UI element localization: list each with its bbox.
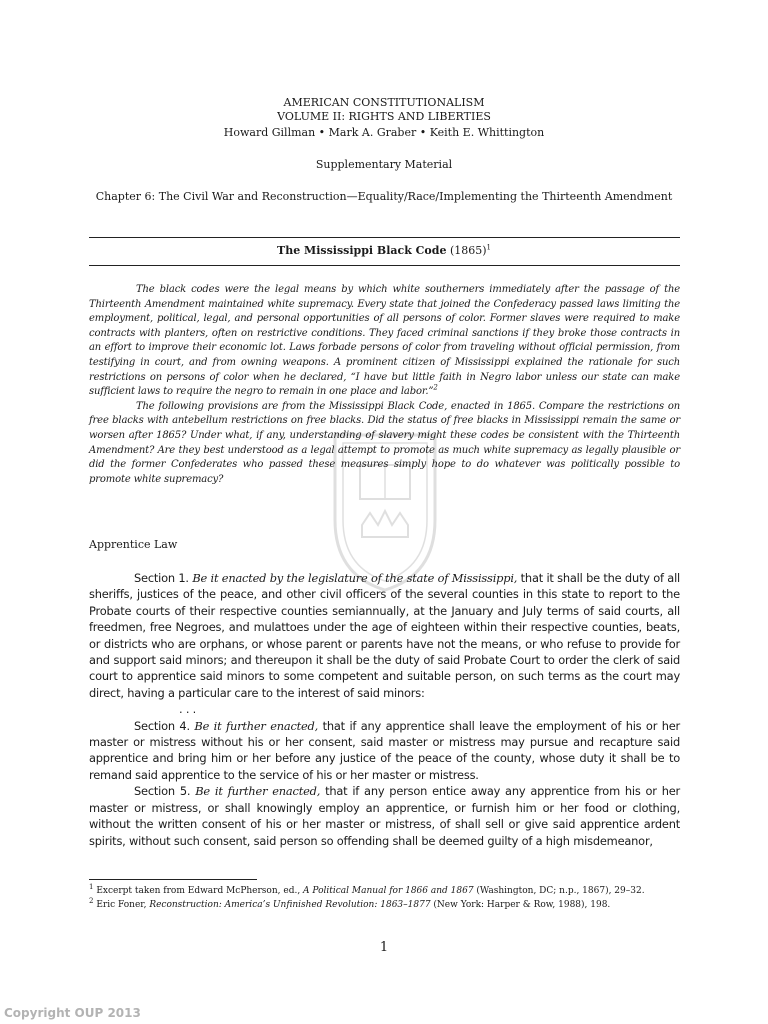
footnote-rule bbox=[89, 879, 257, 880]
section-1: Section 1. Be it enacted by the legislature of the state of Mississippi, that it shall be the duty of all sheriffs, justices of the peace, and other civil officers of the several counties in this state to report to the Probate courts of their respective counties semiannually, at the January and July terms of said courts, all freedmen, free Negroes, and mulattoes under the age of eighteen within their respective counties, beats, or districts who are orphans, or whose parent or parents have not the means, or who refuse to provide for and support said minors; and thereupon it shall be the duty of said Probate Court to order the clerk of said court to apprentice said minors to some competent and suitable person, on such terms as the court may direct, having a particular care to the interest of said minors: bbox=[89, 571, 680, 700]
volume-title: VOLUME II: RIGHTS AND LIBERTIES bbox=[277, 110, 491, 123]
page-number: 1 bbox=[379, 940, 389, 955]
footnote-ref-2[interactable]: 2 bbox=[433, 383, 438, 392]
footnote-2: $^2$ Eric Foner, Reconstruction: America’s Unfinished Revolution: 1863–1877 (New York: Harper & Row, 1988), 198. bbox=[89, 897, 611, 910]
supplement-label: Supplementary Material bbox=[315, 158, 453, 171]
document-title bbox=[0, 244, 768, 257]
section-4: Section 4. Be it further enacted, that if any apprentice shall leave the employment of his or her master or mistress without his or her consent, said master or mistress may pursue and recapture said apprentice and bring him or her before any justice of the peace of the county, whose duty it shall be to remand said apprentice to the service of his or her master or mistress. bbox=[89, 718, 680, 782]
title-rule-top bbox=[89, 237, 680, 238]
chapter-line: Chapter 6: The Civil War and Reconstruction—Equality/Race/Implementing the Thirteenth Amendment bbox=[95, 190, 673, 203]
statute-text bbox=[89, 570, 680, 849]
title-rule-bottom bbox=[89, 265, 680, 266]
document-title-text: The Mississippi Black Code bbox=[277, 244, 447, 257]
footnote-1: $^1$ Excerpt taken from Edward McPherson, ed., A Political Manual for 1866 and 1867 (Washington, DC; n.p., 1867), 29–32. bbox=[89, 883, 645, 896]
section-heading: Apprentice Law bbox=[89, 538, 178, 551]
footnotes bbox=[89, 884, 680, 912]
document-year: (1865) bbox=[449, 244, 487, 257]
intro-paragraph-2: The following provisions are from the Mississippi Black Code, enacted in 1865. Compare the restrictions on free blacks with antebellum restrictions on free blacks. Did the status of free blacks in Mississippi remain the same or worsen after 1865? Under what, if any, understanding of slavery might these codes be consistent with the Thirteenth Amendment? Are they best understood as a legal attempt to promote as much white supremacy as legally plausible or did the former Confederates who passed these measures simply hope to do whatever was politically possible to promote white supremacy? bbox=[89, 400, 680, 485]
introduction bbox=[89, 283, 680, 487]
omission-ellipsis: . . . bbox=[179, 702, 197, 717]
intro-paragraph-1: The black codes were the legal means by which white southerners immediately after the passage of the Thirteenth Amendment maintained white supremacy. Every state that joined the Confederacy passed laws limiting the employment, political, legal, and personal opportunities of all persons of color. Former slaves were required to make contracts with planters, often on restrictive conditions. They faced criminal sanctions if they broke those contracts in an effort to improve their economic lot. Laws forbade persons of color from traveling without official permission, from testifying in court, and from owning weapons. A prominent citizen of Mississippi explained the rationale for such restrictions on persons of color when he declared, “I have but little faith in Negro labor unless our state can make sufficient laws to require the negro to remain in one place and labor.”$^2$ bbox=[89, 284, 680, 398]
copyright-notice: Copyright OUP 2013 bbox=[4, 1006, 141, 1020]
section-5: Section 5. Be it further enacted, that if any person entice away any apprentice from his or her master or mistress, or shall knowingly employ an apprentice, or furnish him or her food or clothing, without the written consent of his or her master or mistress, of shall sell or give said apprentice ardent spirits, without such consent, said person so offending shall be deemed guilty of a high misdemeanor, bbox=[89, 784, 681, 848]
book-title: AMERICAN CONSTITUTIONALISM bbox=[283, 96, 485, 109]
footnote-ref-1[interactable]: 1 bbox=[486, 243, 491, 252]
authors-line: Howard Gillman • Mark A. Graber • Keith E. Whittington bbox=[223, 126, 545, 139]
